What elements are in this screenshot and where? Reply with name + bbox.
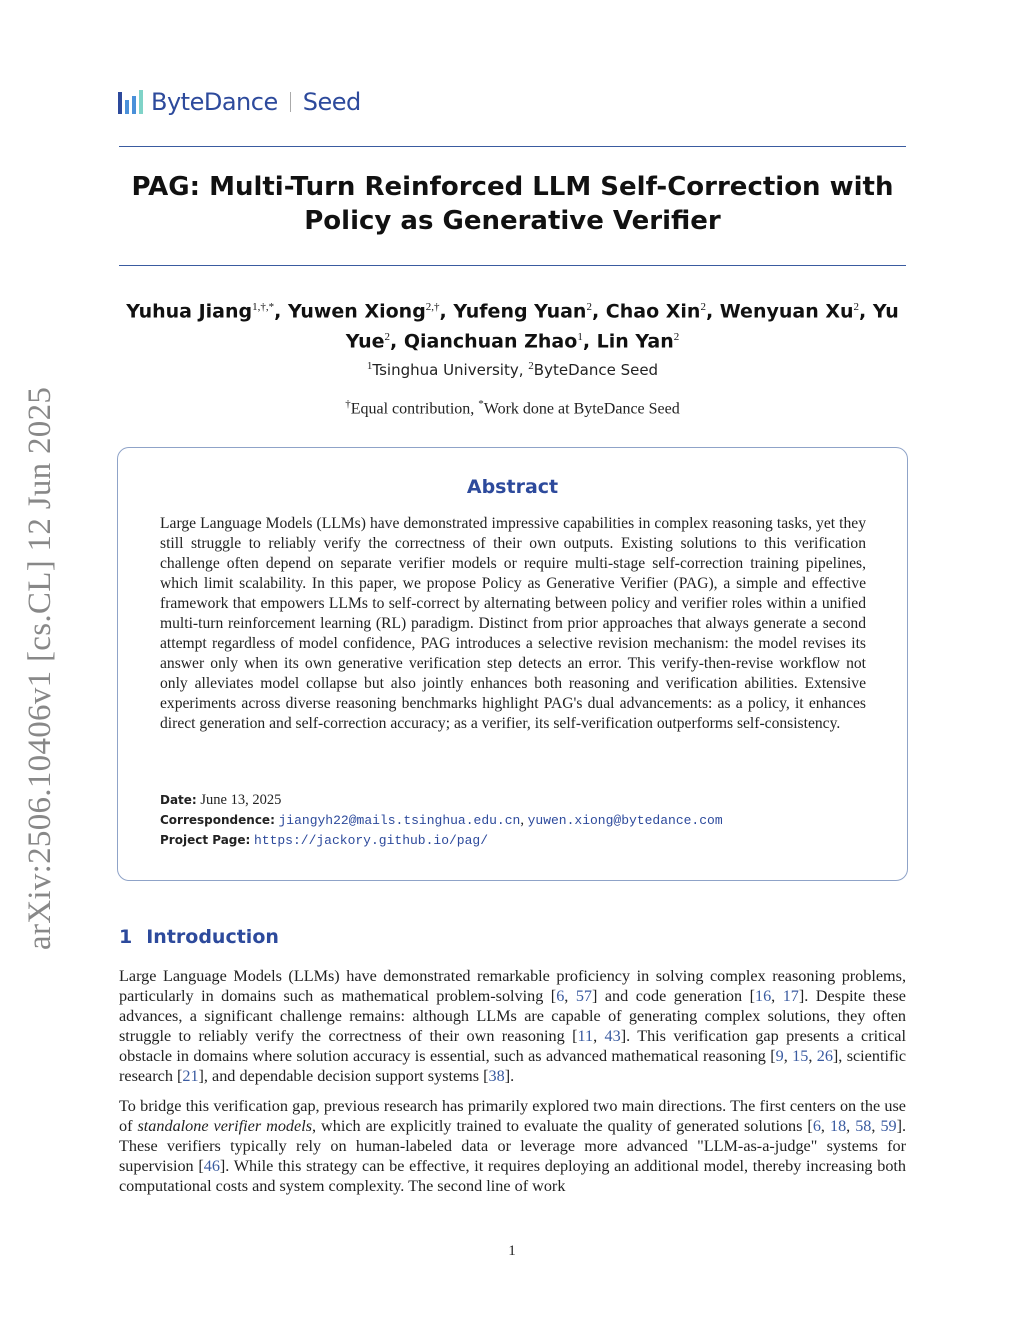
author-name: Wenyuan Xu xyxy=(719,300,854,323)
author-list: Yuhua Jiang$^{1,\dagger,*}$, Yuwen Xiong$^{2,\dagger}$, Yufeng Yuan$^2$, Chao Xin$^2$, Wenyuan Xu$^2$, Yu Yue$^2$, Qianchuan Zhao$^1$, Lin Yan$^2$ xyxy=(126,300,899,353)
paragraph-text: , which are explicitly trained to evaluate the quality of generated solutions [ xyxy=(312,1117,813,1135)
author-name: Yuwen Xiong xyxy=(287,300,426,323)
paragraph-text: To bridge this verification gap, previous research has primarily explored two main directions. The first centers on the use of xyxy=(119,1097,906,1135)
author-name: Chao Xin xyxy=(605,300,701,323)
paragraph-text: , xyxy=(593,1027,605,1045)
paragraph-text: ], scientific research [ xyxy=(119,1047,907,1085)
logo-bars-icon xyxy=(118,90,143,114)
author-name: Yuhua Jiang xyxy=(126,300,253,323)
note-sup: † xyxy=(345,398,351,410)
author-sup: 1,†,* xyxy=(252,301,275,313)
citation-link[interactable]: 18 xyxy=(829,1117,847,1135)
citation-link[interactable]: 6 xyxy=(812,1117,821,1135)
paragraph-text: , xyxy=(846,1117,856,1135)
citation-link[interactable]: 46 xyxy=(203,1157,220,1175)
date-line xyxy=(160,790,281,810)
logo-divider xyxy=(290,92,291,112)
paragraph-text: ]. xyxy=(504,1067,515,1085)
affiliations: $^1$Tsinghua University, $^2$ByteDance Seed xyxy=(366,360,659,379)
paragraph-text: Large Language Models (LLMs) have demonstrated remarkable proficiency in solving complex reasoning problems, particularly in domains such as mathematical problem-solving [ xyxy=(119,967,906,1005)
section-number: 1 xyxy=(119,926,133,948)
citation-link[interactable]: 6 xyxy=(556,987,565,1005)
citation-link[interactable]: 58 xyxy=(855,1117,872,1135)
paper-title: PAG: Multi-Turn Reinforced LLM Self-Correction with Policy as Generative Verifier xyxy=(131,172,894,236)
author-sup: 2 xyxy=(586,301,592,313)
author-name: Yufeng Yuan xyxy=(453,300,587,323)
date-value: June 13, 2025 xyxy=(200,792,282,808)
abstract-box xyxy=(117,447,908,881)
author-name: Qianchuan Zhao xyxy=(403,330,578,353)
note-sup: * xyxy=(478,398,484,410)
correspondence-label: Correspondence: xyxy=(160,813,275,827)
author-sup: 2,† xyxy=(425,301,440,313)
intro-paragraph xyxy=(119,1096,906,1196)
affiliation-sup: 2 xyxy=(528,360,534,372)
project-line xyxy=(160,830,488,851)
email-link[interactable]: yuwen.xiong@bytedance.com xyxy=(527,813,723,828)
paragraph-text: ]. While this strategy can be effective, it requires deploying an additional model, thereby increasing both computational costs and system complexity. The second line of work xyxy=(119,1157,906,1195)
paragraph-text: ]. These verifiers typically rely on human-labeled data or leverage more advanced "LLM-as-a-judge" systems for supervision [ xyxy=(119,1117,907,1175)
paragraph-text: standalone verifier models xyxy=(137,1117,313,1135)
abstract-text: Large Language Models (LLMs) have demonstrated impressive capabilities in complex reasoning tasks, yet they still struggle to reliably verify the correctness of their own outputs. Existing solutions to this verification challenge often depend on separate verifier models or require multi-stage self-correction training pipelines, which limit scalability. In this paper, we propose Policy as Generative Verifier (PAG), a simple and effective framework that empowers LLMs to self-correct by alternating between policy and verifier roles within a unified multi-turn reinforcement learning (RL) paradigm. Distinct from prior approaches that always generate a second attempt regardless of model confidence, PAG introduces a selective revision mechanism: the model revises its answer only when its own generative verification step detects an error. This verify-then-revise workflow not only alleviates model collapse but also jointly enhances both reasoning and verification abilities. Extensive experiments across diverse reasoning benchmarks highlight PAG's dual advancements: as a policy, it enhances direct generation and self-correction accuracy; as a verifier, its self-verification outperforms self-consistency. xyxy=(160,515,866,732)
date-label: Date: xyxy=(160,793,197,807)
section-heading xyxy=(119,926,279,948)
paragraph-text: , xyxy=(871,1117,881,1135)
author-sup: 1 xyxy=(577,331,583,344)
top-rule xyxy=(119,146,906,147)
author-sup: 2 xyxy=(384,331,390,344)
paragraph-text: , xyxy=(808,1047,817,1065)
citation-link[interactable]: 21 xyxy=(182,1067,199,1085)
citation-link[interactable]: 59 xyxy=(880,1117,897,1135)
paragraph-text: , xyxy=(783,1047,793,1065)
paragraph-text: , xyxy=(771,987,783,1005)
logo-sub: Seed xyxy=(302,88,361,116)
paragraph-text: ]. Despite these advances, a significant challenge remains: although LLMs are capable of generating complex solutions, they often struggle to reliably verify the correctness of their own reasoning [ xyxy=(119,987,906,1045)
citation-link[interactable]: 17 xyxy=(782,987,799,1005)
citation-link[interactable]: 15 xyxy=(792,1047,809,1065)
project-label: Project Page: xyxy=(160,833,251,847)
author-sup: 2 xyxy=(673,331,680,344)
logo-brand: ByteDance xyxy=(151,88,278,116)
arxiv-stamp: arXiv:2506.10406v1 [cs.CL] 12 Jun 2025 xyxy=(22,386,58,950)
note-text: Equal contribution xyxy=(350,400,471,418)
citation-link[interactable]: 38 xyxy=(488,1067,505,1085)
citation-link[interactable]: 43 xyxy=(604,1027,621,1045)
citation-link[interactable]: 9 xyxy=(775,1047,784,1065)
project-link[interactable]: https://jackory.github.io/pag/ xyxy=(253,833,489,848)
paragraph-text: ] and code generation [ xyxy=(592,987,755,1005)
affiliation-name: Tsinghua University xyxy=(372,361,519,379)
author-notes: †Equal contribution, *Work done at ByteDance Seed xyxy=(345,398,680,418)
page-number: 1 xyxy=(508,1243,516,1259)
paragraph-text: , xyxy=(820,1117,830,1135)
email-link[interactable]: jiangyh22@mails.tsinghua.edu.cn xyxy=(278,813,521,828)
title-rule xyxy=(119,265,906,266)
section-title: Introduction xyxy=(146,926,279,948)
note-text: Work done at ByteDance Seed xyxy=(483,400,680,418)
paragraph-text: ]. This verification gap presents a critical obstacle in domains where solution accuracy is essential, such as advanced mathematical reasoning [ xyxy=(119,1027,906,1065)
author-name: Yu Yue xyxy=(345,300,899,353)
paragraph-text: , xyxy=(564,987,576,1005)
citation-link[interactable]: 11 xyxy=(577,1027,594,1045)
intro-paragraph xyxy=(119,966,906,1086)
citation-link[interactable]: 26 xyxy=(816,1047,833,1065)
abstract-heading: Abstract xyxy=(466,476,559,498)
author-name: Lin Yan xyxy=(596,330,674,353)
citation-link[interactable]: 57 xyxy=(575,987,592,1005)
affiliation-sup: 1 xyxy=(366,360,373,372)
paragraph-text: ], and dependable decision support systems [ xyxy=(198,1067,489,1085)
author-sup: 2 xyxy=(853,301,860,313)
author-sup: 2 xyxy=(700,301,706,313)
bytedance-seed-logo xyxy=(118,88,361,116)
citation-link[interactable]: 16 xyxy=(754,987,772,1005)
affiliation-name: ByteDance Seed xyxy=(533,361,659,379)
correspondence-line: Correspondence: jiangyh22@mails.tsinghua.edu.cn, yuwen.xiong@bytedance.com xyxy=(160,812,723,828)
